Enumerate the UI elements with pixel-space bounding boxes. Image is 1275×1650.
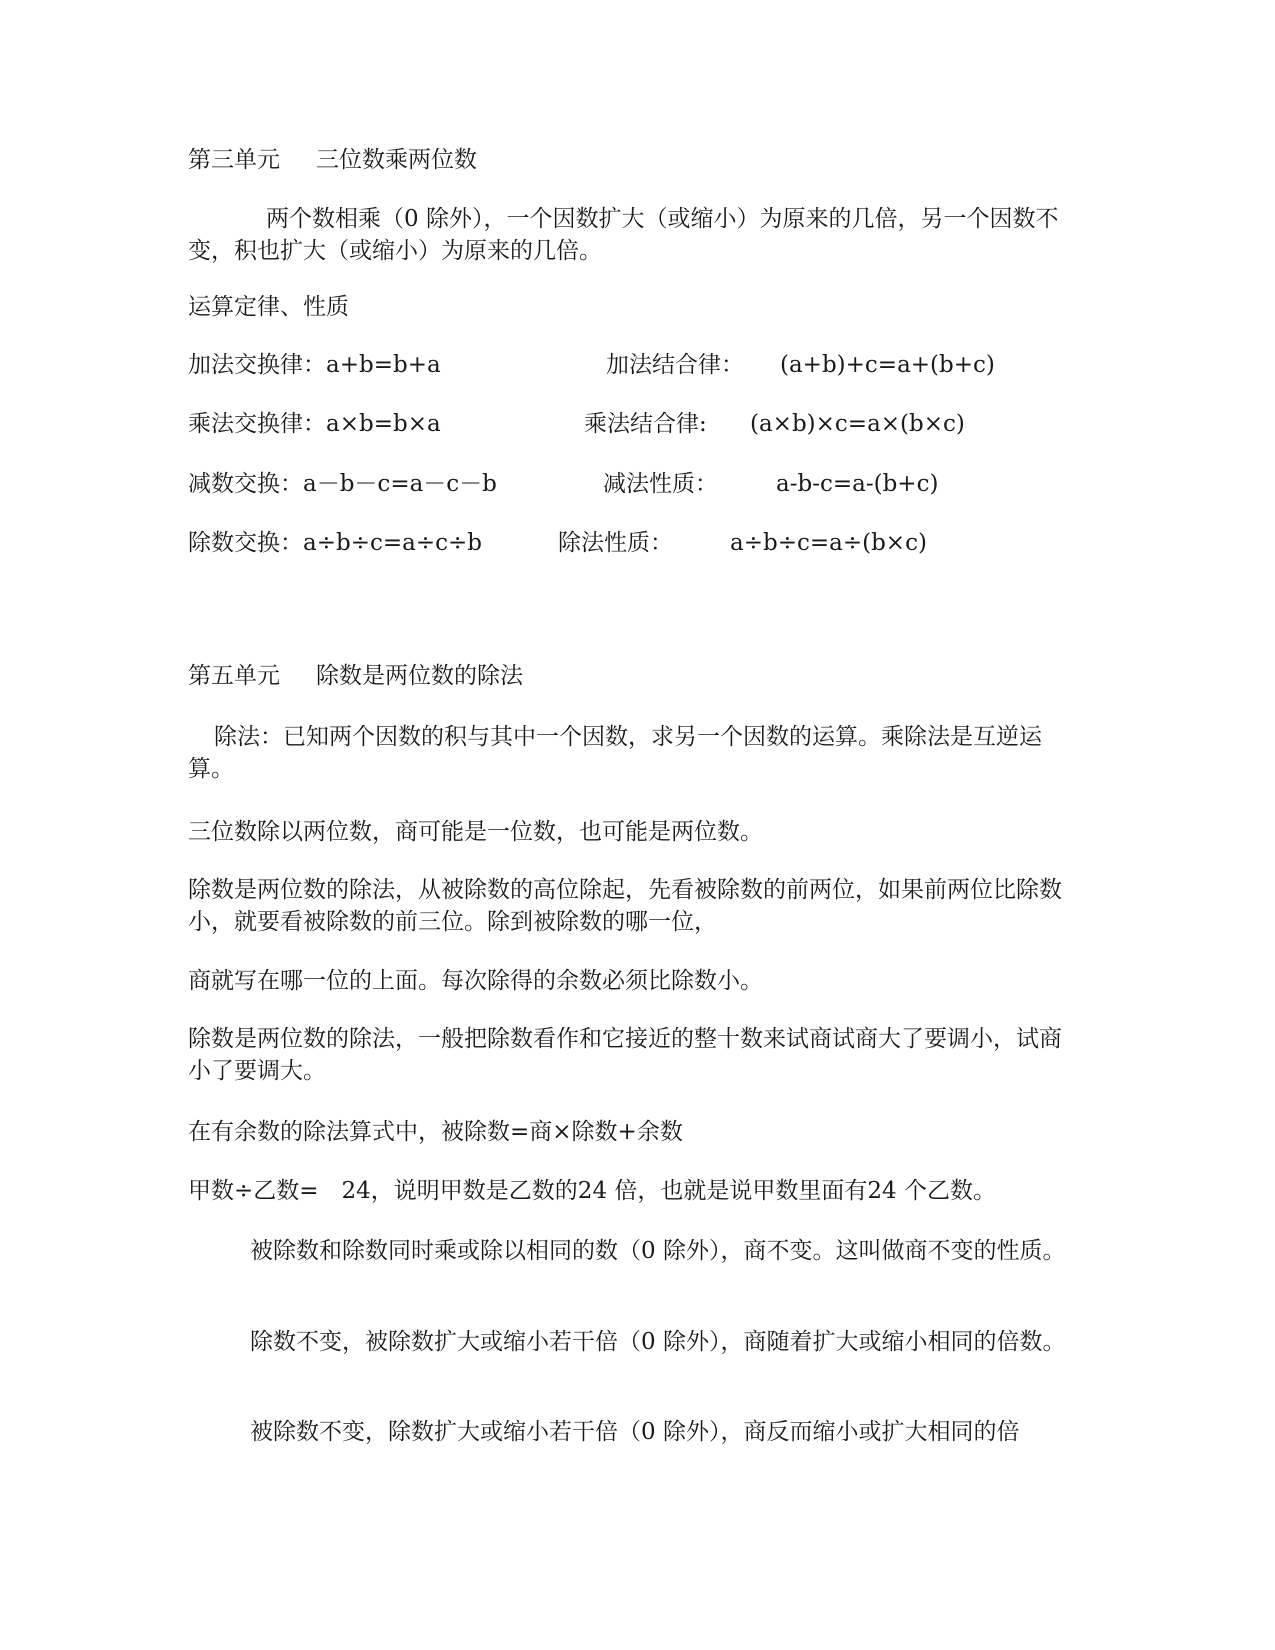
law-row <box>0 349 1275 381</box>
unit5-paragraph: 除法：已知两个因数的积与其中一个因数，求另一个因数的运算。乘除法是互逆运算。 <box>188 724 1042 782</box>
unit3-subtitle: 三位数乘两位数 <box>316 147 477 173</box>
unit5-subtitle: 除数是两位数的除法 <box>316 663 523 689</box>
law-left: 减数交换：a－b－c=a－c－b <box>188 471 497 497</box>
law-row <box>0 527 1275 559</box>
law-right: (a+b)+c=a+(b+c) <box>780 352 995 378</box>
law-right: a-b-c=a-(b+c) <box>776 471 939 497</box>
unit5-paragraph: 除数是两位数的除法，一般把除数看作和它接近的整十数来试商试商大了要调小，试商小了要调大。 <box>188 1026 1062 1084</box>
unit3-paragraph: 两个数相乘（0 除外），一个因数扩大（或缩小）为原来的几倍，另一个因数不变，积也扩大（或缩小）为原来的几倍。 <box>188 206 1059 264</box>
law-left: 乘法交换律：a×b=b×a <box>188 411 441 437</box>
law-mid-label: 乘法结合律: <box>584 411 707 437</box>
unit5-paragraph: 除数不变，被除数扩大或缩小若干倍（0 除外），商随着扩大或缩小相同的倍数。 <box>250 1329 1066 1355</box>
law-left: 加法交换律：a+b=b+a <box>188 352 441 378</box>
law-mid-label: 减法性质： <box>603 471 718 497</box>
unit5-paragraph: 在有余数的除法算式中，被除数=商×除数+余数 <box>188 1119 683 1145</box>
unit3-title: 第三单元 <box>188 147 280 173</box>
law-mid-label: 加法结合律： <box>606 352 744 378</box>
unit5-heading <box>188 660 1098 692</box>
laws-heading: 运算定律、性质 <box>188 294 349 320</box>
unit5-paragraph: 被除数和除数同时乘或除以相同的数（0 除外），商不变。这叫做商不变的性质。 <box>250 1238 1066 1264</box>
law-row <box>0 408 1275 440</box>
law-left: 除数交换：a÷b÷c=a÷c÷b <box>188 530 482 556</box>
unit5-paragraph: 被除数不变，除数扩大或缩小若干倍（0 除外），商反而缩小或扩大相同的倍 <box>250 1419 1020 1445</box>
unit3-heading <box>188 144 1098 176</box>
unit5-title: 第五单元 <box>188 663 280 689</box>
unit5-paragraph: 甲数÷乙数= 24，说明甲数是乙数的24 倍，也就是说甲数里面有24 个乙数。 <box>188 1178 996 1204</box>
unit5-paragraph: 三位数除以两位数，商可能是一位数，也可能是两位数。 <box>188 819 763 845</box>
law-right: (a×b)×c=a×(b×c) <box>750 411 965 437</box>
law-right: a÷b÷c=a÷(b×c) <box>730 530 927 556</box>
law-mid-label: 除法性质： <box>558 530 673 556</box>
unit5-paragraph: 除数是两位数的除法，从被除数的高位除起，先看被除数的前两位，如果前两位比除数小，就要看被除数的前三位。除到被除数的哪一位， <box>188 877 1062 935</box>
unit5-paragraph: 商就写在哪一位的上面。每次除得的余数必须比除数小。 <box>188 968 763 994</box>
law-row <box>0 468 1275 500</box>
